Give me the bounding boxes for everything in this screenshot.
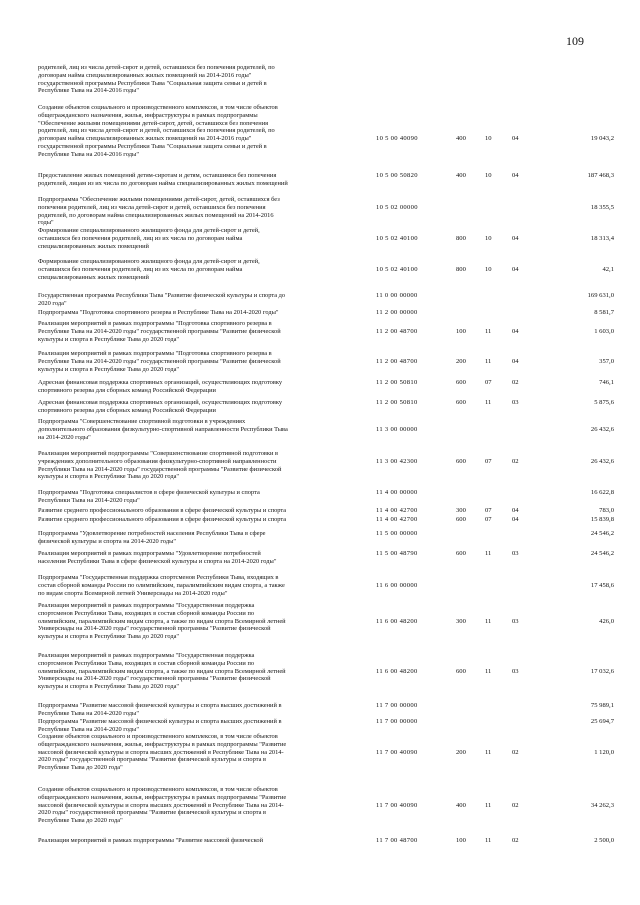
row-amount: 15 839,8 — [590, 516, 614, 523]
row-amount: 16 622,8 — [590, 489, 614, 496]
row-amount: 187 468,3 — [587, 172, 614, 179]
row-section: 10 — [485, 234, 492, 242]
row-code: 11 2 00 50810 — [376, 399, 418, 406]
row-description: Формирование специализированного жилищного фонда для детей-сирот и детей, оставшихся без попечения родителей, лиц из их числа по договорам найма специализированных жилых помещений — [38, 227, 260, 250]
row-subsection: 02 — [512, 837, 519, 844]
row-code: 10 5 02 00000 — [376, 203, 418, 211]
row-code: 11 2 00 50810 — [376, 379, 418, 386]
row-section: 11 — [485, 550, 492, 557]
row-section: 07 — [485, 457, 492, 465]
row-section: 10 — [485, 172, 492, 179]
row-section: 11 — [485, 399, 492, 406]
row-code: 11 5 00 48790 — [376, 550, 418, 557]
row-section: 10 — [485, 265, 492, 273]
row-subsection: 04 — [512, 327, 519, 335]
row-expense-type: 100 — [456, 327, 466, 335]
row-description: Реализация мероприятий в рамках подпрограммы "Подготовка спортивного резерва в Республике Тыва на 2014-2020 годы" государственной программы "Развитие физической культуры и спорта в Республике Тыва до 2020 года" — [38, 350, 281, 373]
row-amount: 34 262,3 — [590, 801, 614, 809]
row-amount: 75 989,1 — [590, 702, 614, 709]
row-description: Предоставление жилых помещений детям-сиротам и детям, оставшимся без попечения родителей, лицам из их числа по договорам найма специализированных жилых помещений — [38, 172, 288, 187]
row-amount: 26 432,6 — [590, 425, 614, 433]
row-code: 11 5 00 00000 — [376, 530, 418, 537]
row-subsection: 03 — [512, 550, 519, 557]
row-amount: 1 603,0 — [594, 327, 614, 335]
row-expense-type: 600 — [456, 516, 466, 523]
row-expense-type: 400 — [456, 135, 466, 143]
row-subsection: 04 — [512, 507, 519, 514]
row-section: 11 — [485, 801, 492, 809]
row-subsection: 02 — [512, 748, 519, 756]
row-code: 11 7 00 48700 — [376, 837, 418, 844]
row-amount: 24 546,2 — [590, 530, 614, 537]
row-subsection: 04 — [512, 172, 519, 179]
row-subsection: 02 — [512, 801, 519, 809]
row-description: Адресная финансовая поддержка спортивных организаций, осуществляющих подготовку спортивного резерва для сборных команд Российской Федерации — [38, 399, 283, 414]
row-description: Подпрограмма "Государственная поддержка спортсменов Республики Тыва, входящих в состав сборной команды России по олимпийским, паралимпийским видам спорта, а также по видам спорта Всемирной летней Универсиады на 2014-2020 годы" — [38, 574, 285, 597]
row-amount: 426,0 — [599, 617, 614, 625]
row-description: Адресная финансовая поддержка спортивных организаций, осуществляющих подготовку спортивного резерва для сборных команд Российской Федерации — [38, 379, 283, 394]
row-expense-type: 300 — [456, 617, 466, 625]
row-description: Подпрограмма "Подготовка спортивного резерва в Республике Тыва на 2014-2020 годы" — [38, 309, 279, 316]
row-amount: 1 120,0 — [594, 748, 614, 756]
row-description: Государственная программа Республики Тыва "Развитие физической культуры и спорта до 2020 года" — [38, 292, 286, 307]
row-expense-type: 600 — [456, 399, 466, 406]
row-description: Развитие среднего профессионального образования в сфере физической культуры и спорта — [38, 507, 287, 514]
row-code: 11 2 00 48700 — [376, 327, 418, 335]
row-code: 10 5 02 40100 — [376, 234, 418, 242]
row-amount: 24 546,2 — [590, 550, 614, 557]
row-amount: 746,1 — [599, 379, 614, 386]
row-code: 10 5 00 40090 — [376, 135, 418, 143]
row-description: Формирование специализированного жилищного фонда для детей-сирот и детей, оставшихся без попечения родителей, лиц из их числа по договорам найма специализированных жилых помещений — [38, 258, 260, 281]
row-code: 11 6 00 48200 — [376, 667, 418, 675]
row-description: Реализация мероприятий в рамках подпрограммы "Развитие массовой физической — [38, 837, 264, 844]
row-code: 11 7 00 00000 — [376, 702, 418, 709]
row-amount: 19 043,2 — [590, 135, 614, 143]
row-description: Создание объектов социального и производственного комплексов, в том числе объектов общегражданского назначения, жилья, инфраструктуры в рамках подпрограммы "Развитие массовой физической культуры и спорта высших достижений в Республике Тыва на 2014- 2020 годы" государственной программы "Развитие физической культуры и спорта в Республике Тыва до 2020 года" — [38, 786, 287, 825]
row-subsection: 03 — [512, 399, 519, 406]
row-expense-type: 600 — [456, 550, 466, 557]
row-amount: 357,0 — [599, 357, 614, 365]
row-amount: 169 631,0 — [587, 292, 614, 299]
row-amount: 783,0 — [599, 507, 614, 514]
row-expense-type: 400 — [456, 801, 466, 809]
row-expense-type: 300 — [456, 507, 466, 514]
row-description: Реализация мероприятий в рамках подпрограммы "Удовлетворение потребностей населения Республики Тыва в сфере физической культуры и спорта на 2014-2020 годы" — [38, 550, 277, 565]
page-number: 109 — [566, 34, 584, 48]
row-description: Реализация мероприятий подпрограммы "Совершенствование спортивной подготовки в учреждениях дополнительного образования физкультурно-спортивной направленности Республики Тыва на 2014-2020 годы" государственной программы "Развитие физической культуры и спорта в Республике Тыва до 2020 года" — [38, 450, 282, 481]
row-code: 11 7 00 40090 — [376, 748, 418, 756]
row-code: 11 2 00 48700 — [376, 357, 418, 365]
row-section: 11 — [485, 617, 492, 625]
row-expense-type: 800 — [456, 234, 466, 242]
row-subsection: 04 — [512, 135, 519, 143]
row-description: Подпрограмма "Совершенствование спортивной подготовки в учреждениях дополнительного образования физкультурно-спортивной направленности Республики Тыва на 2014-2020 годы" — [38, 418, 288, 441]
row-description: Подпрограмма "Подготовка специалистов в сфере физической культуры и спорта Республики Тыва на 2014-2020 годы" — [38, 489, 260, 504]
row-code: 10 5 02 40100 — [376, 265, 418, 273]
row-section: 07 — [485, 379, 492, 386]
row-expense-type: 600 — [456, 379, 466, 386]
row-section: 11 — [485, 357, 492, 365]
row-section: 11 — [485, 667, 492, 675]
row-amount: 8 581,7 — [594, 309, 614, 316]
row-section: 10 — [485, 135, 492, 143]
row-expense-type: 400 — [456, 172, 466, 179]
row-subsection: 03 — [512, 617, 519, 625]
row-subsection: 02 — [512, 379, 519, 386]
row-code: 11 7 00 00000 — [376, 718, 418, 725]
row-description: Подпрограмма "Обеспечение жилыми помещениями детей-сирот, детей, оставшихся без попечения родителей, лиц из числа детей-сирот и детей, оставшихся без попечения родителей, по договорам найма специализированных жилых помещений на 2014-2016 годы" — [38, 196, 280, 227]
row-subsection: 04 — [512, 516, 519, 523]
row-amount: 17 032,6 — [590, 667, 614, 675]
row-code: 11 6 00 00000 — [376, 581, 418, 589]
row-code: 11 3 00 00000 — [376, 425, 418, 433]
row-subsection: 02 — [512, 457, 519, 465]
row-section: 11 — [485, 748, 492, 756]
row-expense-type: 200 — [456, 748, 466, 756]
row-amount: 18 313,4 — [590, 234, 614, 242]
row-code: 11 6 00 48200 — [376, 617, 418, 625]
row-expense-type: 800 — [456, 265, 466, 273]
row-code: 11 4 00 42700 — [376, 507, 418, 514]
row-expense-type: 600 — [456, 667, 466, 675]
row-code: 11 0 00 00000 — [376, 292, 418, 299]
row-expense-type: 200 — [456, 357, 466, 365]
row-description: Реализация мероприятий в рамках подпрограммы "Государственная поддержка спортсменов Республики Тыва, входящих в состав сборной команды России по олимпийским, паралимпийским видам спорта, а также по видам спорта Всемирной летней Универсиады на 2014-2020 годы" государственной программы "Развитие физической культуры и спорта в Республике Тыва до 2020 года" — [38, 602, 286, 641]
row-section: 07 — [485, 516, 492, 523]
row-description: Подпрограмма "Развитие массовой физической культуры и спорта высших достижений в Республике Тыва на 2014-2020 годы" — [38, 718, 282, 733]
row-amount: 25 694,7 — [590, 718, 614, 725]
row-code: 11 7 00 40090 — [376, 801, 418, 809]
row-description: Реализация мероприятий в рамках подпрограммы "Подготовка спортивного резерва в Республике Тыва на 2014-2020 годы" государственной программы "Развитие физической культуры и спорта в Республике Тыва до 2020 года" — [38, 320, 281, 343]
row-subsection: 04 — [512, 265, 519, 273]
row-description: Реализация мероприятий в рамках подпрограммы "Государственная поддержка спортсменов Республики Тыва, входящих в состав сборной команды России по олимпийским, паралимпийским видам спорта, а также по видам спорта Всемирной летней Универсиады на 2014-2020 годы" государственной программы "Развитие физической культуры и спорта в Республике Тыва до 2020 года" — [38, 652, 286, 691]
row-amount: 42,1 — [602, 265, 614, 273]
row-code: 10 5 00 50820 — [376, 172, 418, 179]
row-description: Развитие среднего профессионального образования в сфере физической культуры и спорта — [38, 516, 287, 523]
row-amount: 18 355,5 — [590, 203, 614, 211]
row-amount: 26 432,6 — [590, 457, 614, 465]
row-section: 07 — [485, 507, 492, 514]
row-amount: 5 875,6 — [594, 399, 614, 406]
row-code: 11 3 00 42300 — [376, 457, 418, 465]
row-amount: 2 500,0 — [594, 837, 614, 844]
row-description: Подпрограмма "Удовлетворение потребностей населения Республики Тыва в сфере физической культуры и спорта на 2014-2020 годы" — [38, 530, 266, 545]
row-section: 11 — [485, 327, 492, 335]
row-subsection: 03 — [512, 667, 519, 675]
row-section: 11 — [485, 837, 492, 844]
row-subsection: 04 — [512, 357, 519, 365]
row-description: Создание объектов социального и производственного комплексов, в том числе объектов общегражданского назначения, жилья, инфраструктуры в рамках подпрограммы "Развитие массовой физической культуры и спорта высших достижений в Республике Тыва на 2014- 2020 годы" государственной программы "Развитие физической культуры и спорта в Республике Тыва до 2020 года" — [38, 733, 287, 772]
row-expense-type: 600 — [456, 457, 466, 465]
row-code: 11 4 00 00000 — [376, 489, 418, 496]
row-description: родителей, лиц из числа детей-сирот и детей, оставшихся без попечения родителей, по договорам найма специализированных жилых помещений на 2014-2016 годы" государственной программы Республики Тыва "Социальная защита семьи и детей в Республике Тыва на 2014-2016 годы" — [38, 64, 275, 95]
row-description: Создание объектов социального и производственного комплексов, в том числе объектов общегражданского назначения, жилья, инфраструктуры в рамках подпрограммы "Обеспечение жилыми помещениями детей-сирот, детей, оставшихся без попечения родителей, лиц из числа детей-сирот и детей, оставшихся без попечения родителей, по договорам найма специализированных жилых помещений на 2014-2016 годы" государственной программы Республики Тыва "Социальная защита семьи и детей в Республике Тыва на 2014-2016 годы" — [38, 104, 278, 158]
row-amount: 17 458,6 — [590, 581, 614, 589]
row-code: 11 2 00 00000 — [376, 309, 418, 316]
row-description: Подпрограмма "Развитие массовой физической культуры и спорта высших достижений в Республике Тыва на 2014-2020 годы" — [38, 702, 282, 717]
row-subsection: 04 — [512, 234, 519, 242]
row-code: 11 4 00 42700 — [376, 516, 418, 523]
row-expense-type: 100 — [456, 837, 466, 844]
